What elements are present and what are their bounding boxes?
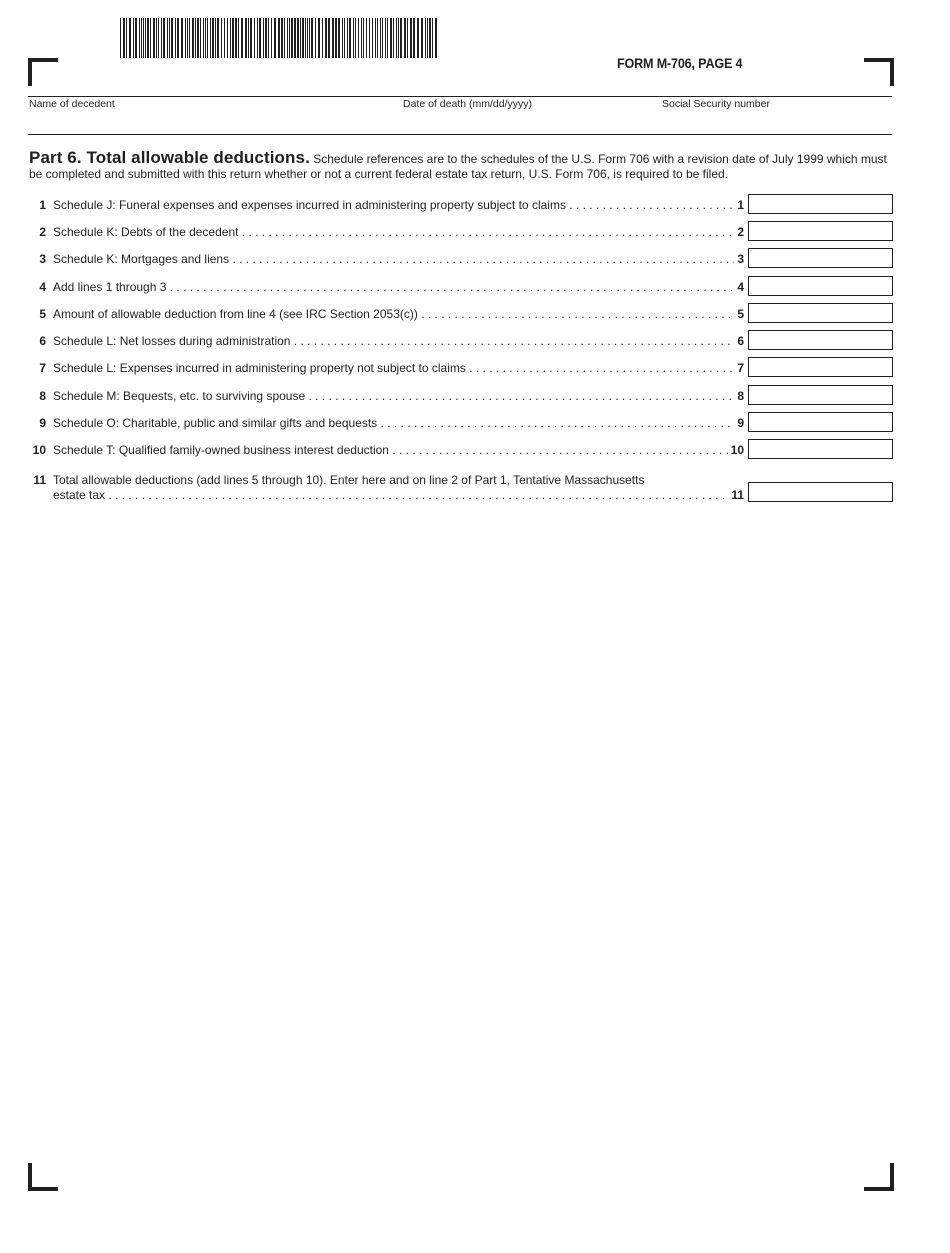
barcode-bar — [325, 18, 327, 58]
barcode-bar — [400, 18, 402, 58]
line-description: Amount of allowable deduction from line 4 (see IRC Section 2053(c)) . . . — [53, 307, 743, 321]
barcode-bar — [305, 18, 306, 58]
barcode-bar — [353, 18, 354, 58]
barcode-bar — [135, 18, 137, 58]
barcode-bar — [263, 18, 264, 58]
barcode-bar — [429, 18, 431, 58]
barcode-bar — [335, 18, 337, 58]
line-number: 9 — [39, 416, 46, 430]
barcode-bar — [232, 18, 234, 58]
barcode-bar — [382, 18, 383, 58]
barcode-bar — [297, 18, 299, 58]
line-description: Schedule J: Funeral expenses and expenses incurred in administering property subject to claims . . . — [53, 198, 743, 212]
line-number-right: 6 — [734, 334, 744, 348]
barcode-bar — [210, 18, 211, 58]
barcode-bar — [332, 18, 334, 58]
deduction-line-3 — [29, 248, 893, 268]
barcode-bar — [372, 18, 373, 58]
barcode-bar — [265, 18, 267, 58]
line-number: 4 — [39, 280, 46, 294]
barcode-bar — [217, 18, 219, 58]
barcode-bar — [192, 18, 194, 58]
barcode-bar — [322, 18, 323, 58]
line-number-right: 2 — [734, 225, 744, 239]
barcode-bar — [221, 18, 222, 58]
barcode-bar — [141, 18, 142, 58]
barcode-bar — [338, 18, 340, 58]
barcode-bar — [417, 18, 419, 58]
barcode-bar — [300, 18, 301, 58]
barcode-bar — [294, 18, 296, 58]
line-6-amount-field[interactable] — [748, 330, 893, 350]
line-number-right: 3 — [734, 252, 744, 266]
line-number: 1 — [39, 198, 46, 212]
barcode-bar — [133, 18, 134, 58]
name-of-decedent-label: Name of decedent — [29, 98, 115, 110]
line-number-right: 10 — [728, 443, 744, 457]
barcode-bar — [387, 18, 388, 58]
registration-mark-bottom-right — [864, 1163, 894, 1191]
barcode-bar — [369, 18, 370, 58]
line-number-right: 5 — [734, 307, 744, 321]
barcode-bar — [145, 18, 146, 58]
line-description: Add lines 1 through 3 . . . — [53, 280, 743, 294]
barcode-bar — [238, 18, 239, 58]
barcode-bar — [227, 18, 228, 58]
barcode-bar — [250, 18, 252, 58]
line-number-right: 4 — [734, 280, 744, 294]
barcode-bar — [432, 18, 433, 58]
barcode-bar — [284, 18, 285, 58]
barcode-bar — [158, 18, 159, 58]
form-title: FORM M-706, PAGE 4 — [617, 55, 743, 71]
barcode-bar — [189, 18, 190, 58]
ssn-label: Social Security number — [662, 98, 770, 110]
barcode-bar — [398, 18, 399, 58]
barcode-bar — [435, 18, 437, 58]
barcode-bar — [177, 18, 179, 58]
barcode-bar — [259, 18, 261, 58]
barcode-bar — [181, 18, 183, 58]
line-3-amount-field[interactable] — [748, 248, 893, 268]
barcode-bar — [291, 18, 293, 58]
line-number-right: 9 — [734, 416, 744, 430]
barcode-bar — [230, 18, 231, 58]
line-1-amount-field[interactable] — [748, 194, 893, 214]
part-6-heading — [29, 150, 895, 182]
barcode-bar — [205, 18, 206, 58]
barcode — [120, 18, 438, 58]
barcode-bar — [235, 18, 237, 58]
barcode-bar — [120, 18, 121, 58]
line-number: 7 — [39, 361, 46, 375]
barcode-bar — [344, 18, 345, 58]
deduction-line-5 — [29, 303, 893, 323]
line-description: Schedule K: Mortgages and liens . . . — [53, 252, 743, 266]
barcode-bar — [393, 18, 394, 58]
barcode-bar — [187, 18, 188, 58]
barcode-bar — [377, 18, 378, 58]
line-number-right: 1 — [734, 198, 744, 212]
barcode-bar — [274, 18, 276, 58]
barcode-bar — [385, 18, 386, 58]
line-number: 3 — [39, 252, 46, 266]
barcode-bar — [355, 18, 356, 58]
barcode-bar — [271, 18, 272, 58]
barcode-bar — [363, 18, 364, 58]
barcode-bar — [161, 18, 162, 58]
barcode-bar — [375, 18, 376, 58]
deduction-line-6 — [29, 330, 893, 350]
barcode-bar — [302, 18, 304, 58]
barcode-bar — [281, 18, 283, 58]
barcode-bar — [207, 18, 208, 58]
barcode-bar — [311, 18, 313, 58]
barcode-bar — [195, 18, 196, 58]
barcode-bar — [200, 18, 201, 58]
barcode-bar — [139, 18, 140, 58]
barcode-bar — [163, 18, 165, 58]
line-number: 6 — [39, 334, 46, 348]
barcode-bar — [404, 18, 406, 58]
barcode-bar — [328, 18, 330, 58]
line-number-right: 8 — [734, 389, 744, 403]
deduction-line-7 — [29, 357, 893, 377]
line-number: 8 — [39, 389, 46, 403]
barcode-bar — [169, 18, 170, 58]
barcode-bar — [315, 18, 316, 58]
barcode-bar — [278, 18, 280, 58]
header-rule-top — [28, 96, 892, 97]
deduction-line-8 — [29, 385, 893, 405]
barcode-bar — [241, 18, 243, 58]
barcode-bar — [197, 18, 199, 58]
line-11-amount-field[interactable] — [748, 482, 893, 502]
line-description: Schedule L: Expenses incurred in administering property not subject to claims . . . — [53, 361, 743, 375]
line-number: 2 — [39, 225, 46, 239]
barcode-bar — [212, 18, 214, 58]
line-description: Schedule T: Qualified family-owned business interest deduction . . . — [53, 443, 743, 457]
barcode-bar — [421, 18, 423, 58]
barcode-bar — [147, 18, 149, 58]
barcode-bar — [257, 18, 258, 58]
part-6-intro: Schedule references are to the schedules of the U.S. Form 706 with a revision date of July 1999 which must be completed and submitted with this return whether or not a current federal estate tax return, U.S. Form 706, is required to be filed. — [29, 152, 887, 181]
barcode-bar — [175, 18, 176, 58]
barcode-bar — [123, 18, 125, 58]
line-description: Schedule L: Net losses during administration . . . — [53, 334, 743, 348]
line-number: 11 — [33, 473, 46, 487]
barcode-bar — [185, 18, 186, 58]
barcode-bar — [126, 18, 127, 58]
barcode-bar — [224, 18, 225, 58]
line-7-amount-field[interactable] — [748, 357, 893, 377]
barcode-bar — [366, 18, 367, 58]
barcode-bar — [307, 18, 308, 58]
deduction-line-1 — [29, 194, 893, 214]
barcode-bar — [390, 18, 392, 58]
barcode-bar — [318, 18, 320, 58]
barcode-bar — [129, 18, 131, 58]
barcode-bar — [287, 18, 288, 58]
line-9-amount-field[interactable] — [748, 412, 893, 432]
barcode-bar — [203, 18, 204, 58]
barcode-bar — [347, 18, 348, 58]
line-description-first-line: Total allowable deductions (add lines 5 through 10). Enter here and on line 2 of Part 1, Tentative Massachusetts — [53, 473, 645, 487]
line-5-amount-field[interactable] — [748, 303, 893, 323]
line-8-amount-field[interactable] — [748, 385, 893, 405]
line-description: Schedule K: Debts of the decedent . . . — [53, 225, 743, 239]
barcode-bar — [156, 18, 157, 58]
barcode-bar — [427, 18, 428, 58]
barcode-bar — [413, 18, 415, 58]
deduction-line-9 — [29, 412, 893, 432]
barcode-bar — [245, 18, 247, 58]
barcode-bar — [407, 18, 408, 58]
deduction-line-10 — [29, 439, 893, 459]
barcode-bar — [143, 18, 144, 58]
barcode-bar — [342, 18, 343, 58]
barcode-bar — [289, 18, 290, 58]
line-4-amount-field[interactable] — [748, 276, 893, 296]
barcode-bar — [268, 18, 269, 58]
barcode-bar — [361, 18, 362, 58]
barcode-bar — [425, 18, 426, 58]
line-description: Schedule M: Bequests, etc. to surviving spouse . . . — [53, 389, 743, 403]
barcode-bar — [171, 18, 173, 58]
line-description: Schedule O: Charitable, public and similar gifts and bequests . . . — [53, 416, 743, 430]
line-number-right: 11 — [728, 488, 744, 502]
part-6-title: Part 6. Total allowable deductions. — [29, 148, 310, 167]
deduction-line-2 — [29, 221, 893, 241]
barcode-bar — [153, 18, 155, 58]
registration-mark-top-right — [864, 58, 894, 86]
barcode-bar — [309, 18, 310, 58]
barcode-bar — [349, 18, 351, 58]
registration-mark-bottom-left — [28, 1163, 58, 1191]
barcode-bar — [254, 18, 255, 58]
registration-mark-top-left — [28, 58, 58, 86]
barcode-bar — [396, 18, 397, 58]
line-description-second-line: estate tax . . . — [53, 488, 743, 502]
barcode-bar — [410, 18, 412, 58]
barcode-bar — [248, 18, 249, 58]
barcode-bar — [380, 18, 381, 58]
barcode-bar — [150, 18, 151, 58]
line-10-amount-field[interactable] — [748, 439, 893, 459]
barcode-bar — [358, 18, 359, 58]
header-rule-bottom — [28, 134, 892, 135]
deduction-line-11 — [29, 473, 893, 509]
line-number-right: 7 — [734, 361, 744, 375]
barcode-bar — [215, 18, 216, 58]
barcode-bar — [167, 18, 168, 58]
deduction-line-4 — [29, 276, 893, 296]
line-2-amount-field[interactable] — [748, 221, 893, 241]
line-number: 5 — [39, 307, 46, 321]
date-of-death-label: Date of death (mm/dd/yyyy) — [403, 98, 532, 110]
line-number: 10 — [32, 443, 46, 457]
